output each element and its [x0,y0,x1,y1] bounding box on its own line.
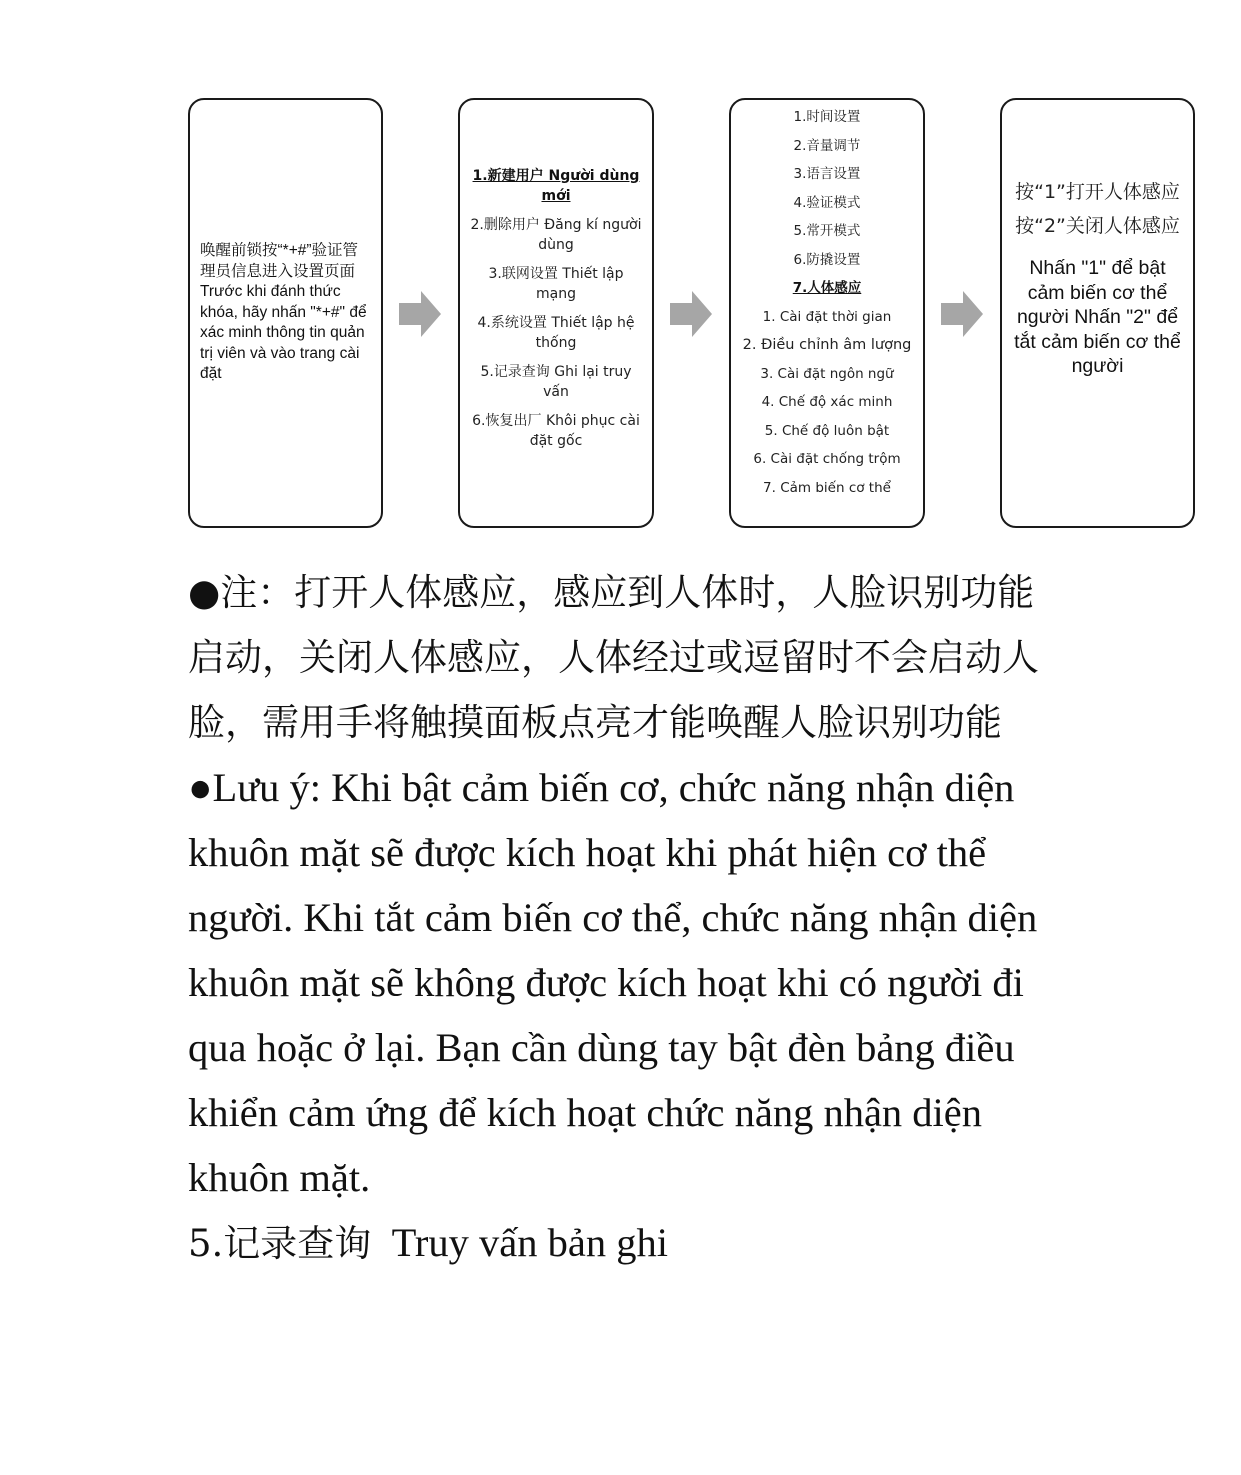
flow-step-admin-menu [458,98,654,528]
setting-language-cn: 3.语言设置 [793,166,861,182]
arrow-right-icon [399,291,441,337]
setting-anti-pry-cn: 6.防撬设置 [793,251,861,268]
section-heading-cn: 5.记录查询 [188,1222,372,1265]
menu-item-factory-reset: 6.恢复出厂 Khôi phục cài đặt gốc [472,413,640,449]
settings-flowchart [0,0,1241,540]
menu-item-new-user: 1.新建用户 Người dùng mới [472,168,640,204]
setting-verify-mode-cn: 4.验证模式 [793,194,861,211]
setting-anti-theft-vi: 6. Cài đặt chống trộm [753,451,901,467]
menu-item-system-settings: 4.系统设置 Thiết lập hệ thống [477,315,635,351]
setting-volume-vi: 2. Điều chỉnh âm lượng [742,337,912,353]
note-paragraph-vi: ●Lưu ý: Khi bật cảm biến cơ, chức năng nhận diện khuôn mặt sẽ được kích hoạt khi phát hiện cơ thể người. Khi tắt cảm biến cơ thể, chức năng nhận diện khuôn mặt sẽ không được kích hoạt khi có người đi qua hoặc ở lại. Bạn cần dùng tay bật đèn bảng điều khiển cảm ứng để kích hoạt chức năng nhận diện khuôn mặt. [188,765,1038,1200]
setting-time-vi: 1. Cài đặt thời gian [762,308,892,325]
setting-always-open-vi: 5. Chế độ luôn bật [764,422,890,439]
menu-item-network-settings: 3.联网设置 Thiết lập mạng [488,266,624,302]
setting-language-vi: 3. Cài đặt ngôn ngữ [760,365,894,382]
setting-always-open-cn: 5.常开模式 [793,223,861,239]
sensor-on-instruction-cn: 按“1”打开人体感应 [1015,181,1180,203]
flow-step-system-settings [729,98,925,528]
document-body [188,560,1068,1276]
flow-step-body-sensor [1000,98,1195,528]
sensor-off-instruction-cn: 按“2”关闭人体感应 [1015,215,1180,237]
arrow-right-icon [670,291,712,337]
menu-item-record-query: 5.记录查询 Ghi lại truy vấn [480,364,632,400]
menu-item-delete-user: 2.删除用户 Đăng kí người dùng [470,217,642,253]
note-paragraph-cn: ●注：打开人体感应，感应到人体时，人脸识别功能启动，关闭人体感应，人体经过或逗留时不会启动人脸，需用手将触摸面板点亮才能唤醒人脸识别功能 [188,571,1039,744]
setting-volume-cn: 2.音量调节 [793,137,861,154]
flow-step-wake-verify [188,98,383,528]
arrow-right-icon [941,291,983,337]
setting-time-cn: 1.时间设置 [793,109,861,125]
sensor-instruction-vi: Nhấn "1" để bật cảm biến cơ thể người Nhấn "2" để tắt cảm biến cơ thể người [1014,257,1181,377]
setting-body-sensor-cn: 7.人体感应 [792,280,862,296]
setting-verify-mode-vi: 4. Chế độ xác minh [761,394,893,410]
wake-verify-text: 唤醒前锁按“*+#”验证管理员信息进入设置页面 Trước khi đánh thức khóa, hãy nhấn "*+#" để xác minh thông tin quản trị viên và vào trang cài đặt [200,242,367,383]
setting-body-sensor-vi: 7. Cảm biến cơ thể [763,479,891,496]
section-heading [188,1210,1068,1276]
section-heading-vi: Truy vấn bản ghi [391,1220,668,1265]
